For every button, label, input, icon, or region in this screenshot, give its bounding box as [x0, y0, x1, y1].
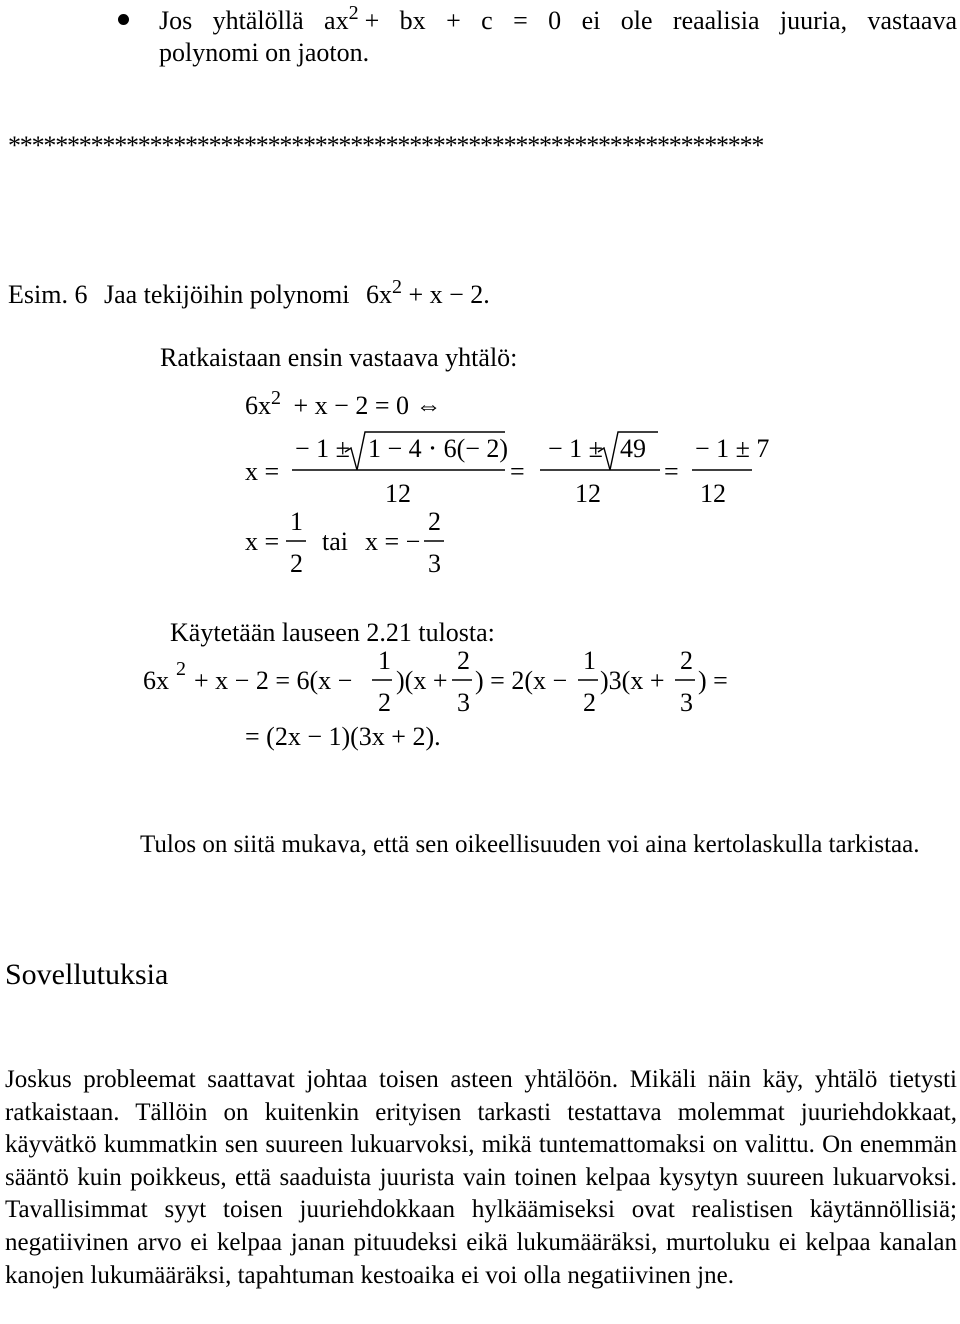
- quad-den1: 12: [385, 479, 411, 508]
- quad-num3: − 1 ± 7: [695, 434, 770, 463]
- root1-lhs: x =: [245, 527, 280, 556]
- fact-f3-den: 2: [583, 688, 596, 717]
- fact-f3-num: 1: [583, 646, 596, 675]
- factorization: [0, 645, 960, 755]
- quad-den3: 12: [700, 479, 726, 508]
- bullet-dot: [118, 14, 129, 25]
- root2-num: 2: [428, 507, 441, 536]
- fact-part3: ) = 2(x −: [475, 666, 568, 695]
- quad-x-eq: x =: [245, 457, 280, 486]
- fact-exp: 2: [176, 658, 186, 680]
- bullet-word: Jos: [159, 6, 193, 35]
- bullet-line-1: [159, 3, 957, 34]
- example-header: [8, 277, 490, 308]
- bullet-word: ole: [620, 6, 653, 35]
- quad-eq-2: =: [664, 457, 679, 486]
- root2-den: 3: [428, 549, 441, 578]
- root2-lhs: x = −: [365, 527, 421, 556]
- fact-part4: )3(x +: [600, 666, 665, 695]
- quad-den2: 12: [575, 479, 601, 508]
- bullet-word: reaalisia: [672, 6, 760, 35]
- quad-num1-prefix: − 1 ±: [295, 434, 350, 463]
- root1-den: 2: [290, 549, 303, 578]
- fact-f2-den: 3: [457, 688, 470, 717]
- theorem-intro: Käytetään lauseen 2.21 tulosta:: [170, 618, 495, 647]
- fact-line-2: = (2x − 1)(3x + 2).: [245, 722, 441, 751]
- example-polynomial: $6x^2 + x - 2$.: [365, 276, 490, 309]
- quad-num2-prefix: − 1 ±: [548, 434, 603, 463]
- bullet-word: juuria,: [779, 6, 848, 35]
- quad-num1-radicand: 1 − 4 ⋅ 6(− 2): [368, 434, 509, 463]
- bullet-line-2: polynomi on jaoton.: [159, 38, 370, 67]
- quad-num2-radicand: 49: [620, 434, 646, 463]
- bullet-math: $ax^2$ + bx + c = 0: [324, 2, 562, 35]
- fact-part2: )(x +: [396, 666, 448, 695]
- example-text: Jaa tekijöihin polynomi: [103, 280, 350, 309]
- example-label: Esim. 6: [8, 280, 88, 309]
- separator-stars: ****************************************************************: [8, 131, 764, 160]
- section-heading: Sovellutuksia: [5, 958, 169, 991]
- fact-part1: + x − 2 = 6(x −: [194, 666, 353, 695]
- fact-f4-den: 3: [680, 688, 693, 717]
- root-tai: tai: [322, 527, 348, 556]
- fact-f4-num: 2: [680, 646, 693, 675]
- fact-part5: ) =: [698, 666, 728, 695]
- fact-lead: 6x: [143, 666, 169, 695]
- solve-intro: Ratkaistaan ensin vastaava yhtälö:: [160, 343, 518, 372]
- section-paragraph: Joskus probleemat saattavat johtaa toisen asteen yhtälöön. Mikäli näin käy, yhtälö tietysti ratkaistaan. Tällöin on kuitenkin erityisen tarkasti testattava molemmat juuriehdokkaat, käyvätkö kummatkin sen suureen lukuarvoksi, mikä tuntemattomaksi on valittu. On enemmän sääntö kuin poikkeus, että saaduista juurista vain toinen kelpaa kysytyn suureen lukuarvoksi. Tavallisimmat syyt toisen juuriehdokkaan hylkäämiseksi ovat realistisen käytännöllisiä; negatiivinen arvo ei kelpaa janan pituudeksi eikä lukumääräksi, murtoluku ei kelpaa kanalan kanojen lukumääräksi, tapahtuman kestoaika ei voi olla negatiivinen jne.: [5, 1066, 957, 1289]
- bullet-word: yhtälöllä: [212, 6, 304, 35]
- fact-f1-num: 1: [378, 646, 391, 675]
- check-paragraph: Tulos on siitä mukava, että sen oikeellisuuden voi aina kertolaskulla tarkistaa.: [140, 831, 920, 858]
- root1-num: 1: [290, 507, 303, 536]
- quad-eq-1: =: [510, 457, 525, 486]
- quadratic-formula: [0, 430, 960, 600]
- bullet-word: ei: [581, 6, 601, 35]
- fact-f2-num: 2: [457, 646, 470, 675]
- equation-1: $6x^2 + x - 2 = 0$ ⇔: [245, 387, 442, 420]
- fact-f1-den: 2: [378, 688, 391, 717]
- bullet-word: vastaava: [867, 6, 957, 35]
